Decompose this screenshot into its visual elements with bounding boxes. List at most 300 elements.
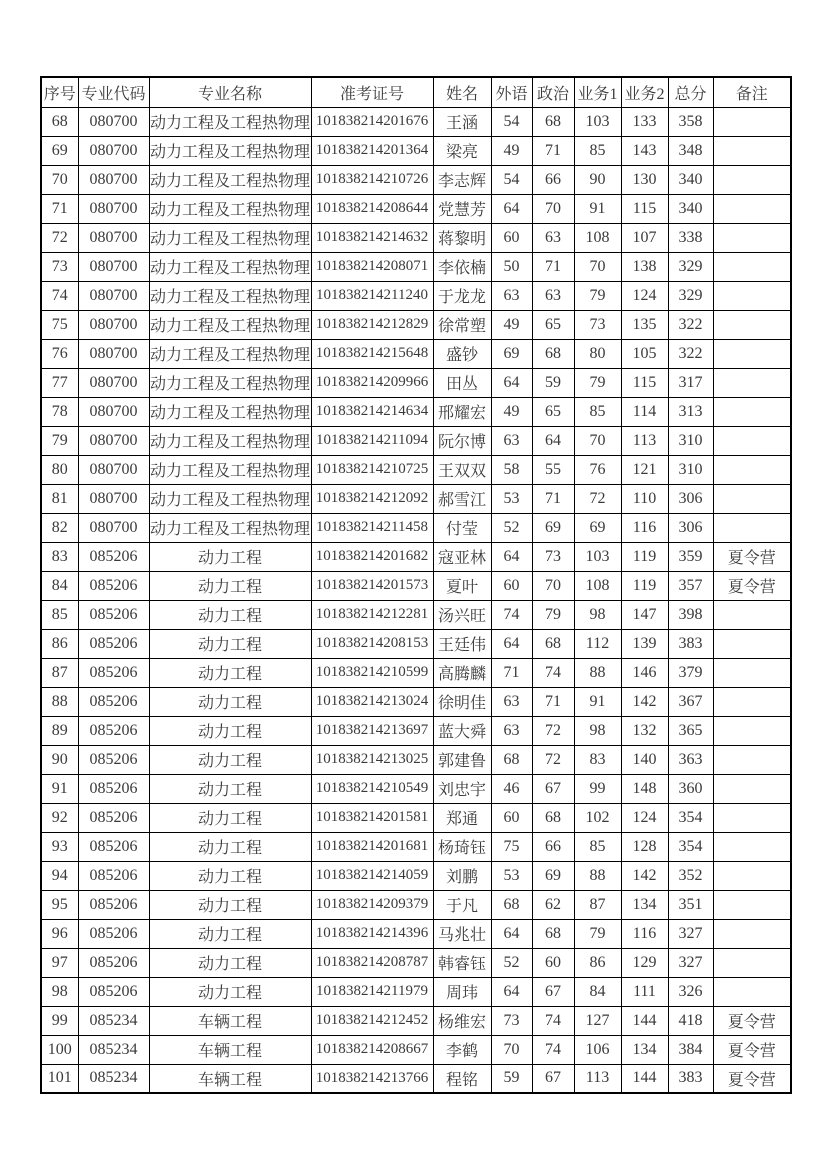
cell-subject2: 105 — [621, 339, 668, 368]
cell-name: 邢耀宏 — [433, 397, 491, 426]
cell-politics: 71 — [532, 252, 574, 281]
cell-subject2: 148 — [621, 774, 668, 803]
cell-total: 327 — [668, 948, 713, 977]
cell-exam_id: 101838214211240 — [311, 281, 433, 310]
cell-politics: 67 — [532, 977, 574, 1006]
cell-politics: 74 — [532, 1006, 574, 1035]
cell-major_name: 动力工程及工程热物理 — [149, 252, 311, 281]
cell-index: 80 — [41, 455, 78, 484]
cell-major_code: 080700 — [78, 484, 149, 513]
cell-politics: 79 — [532, 600, 574, 629]
cell-subject1: 108 — [574, 223, 621, 252]
cell-politics: 68 — [532, 919, 574, 948]
cell-remark — [713, 426, 791, 455]
cell-name: 梁亮 — [433, 136, 491, 165]
cell-remark: 夏令营 — [713, 1035, 791, 1064]
cell-name: 李鹤 — [433, 1035, 491, 1064]
cell-subject2: 139 — [621, 629, 668, 658]
cell-index: 83 — [41, 542, 78, 571]
table-header — [41, 77, 791, 107]
column-header-major_code: 专业代码 — [78, 77, 149, 107]
cell-major_name: 动力工程及工程热物理 — [149, 136, 311, 165]
cell-foreign_lang: 63 — [491, 281, 532, 310]
cell-remark — [713, 861, 791, 890]
cell-name: 李志辉 — [433, 165, 491, 194]
cell-total: 340 — [668, 165, 713, 194]
cell-foreign_lang: 54 — [491, 107, 532, 136]
cell-major_name: 动力工程及工程热物理 — [149, 165, 311, 194]
cell-subject1: 88 — [574, 861, 621, 890]
cell-exam_id: 101838214201676 — [311, 107, 433, 136]
cell-subject1: 83 — [574, 745, 621, 774]
cell-major_code: 085234 — [78, 1006, 149, 1035]
table-row — [41, 919, 791, 948]
cell-remark — [713, 136, 791, 165]
cell-remark — [713, 687, 791, 716]
table-row — [41, 107, 791, 136]
cell-politics: 73 — [532, 542, 574, 571]
table-row — [41, 803, 791, 832]
cell-major_code: 085234 — [78, 1064, 149, 1093]
table-row — [41, 687, 791, 716]
cell-total: 354 — [668, 803, 713, 832]
cell-major_code: 085206 — [78, 745, 149, 774]
cell-remark: 夏令营 — [713, 571, 791, 600]
cell-major_code: 080700 — [78, 194, 149, 223]
table-row — [41, 455, 791, 484]
cell-foreign_lang: 75 — [491, 832, 532, 861]
cell-subject2: 146 — [621, 658, 668, 687]
cell-foreign_lang: 49 — [491, 397, 532, 426]
cell-subject1: 73 — [574, 310, 621, 339]
cell-politics: 63 — [532, 281, 574, 310]
column-header-subject2: 业务2 — [621, 77, 668, 107]
cell-subject1: 70 — [574, 426, 621, 455]
cell-major_name: 动力工程及工程热物理 — [149, 368, 311, 397]
cell-subject2: 140 — [621, 745, 668, 774]
cell-exam_id: 101838214213024 — [311, 687, 433, 716]
cell-major_code: 085206 — [78, 890, 149, 919]
cell-name: 周玮 — [433, 977, 491, 1006]
table-row — [41, 426, 791, 455]
cell-politics: 64 — [532, 426, 574, 455]
cell-major_code: 080700 — [78, 252, 149, 281]
cell-total: 358 — [668, 107, 713, 136]
cell-exam_id: 101838214210726 — [311, 165, 433, 194]
cell-subject2: 142 — [621, 861, 668, 890]
cell-index: 87 — [41, 658, 78, 687]
cell-major_code: 080700 — [78, 310, 149, 339]
cell-name: 王双双 — [433, 455, 491, 484]
cell-remark: 夏令营 — [713, 542, 791, 571]
cell-total: 354 — [668, 832, 713, 861]
table-row — [41, 745, 791, 774]
cell-major_code: 080700 — [78, 339, 149, 368]
table-row — [41, 223, 791, 252]
cell-index: 72 — [41, 223, 78, 252]
cell-major_name: 动力工程及工程热物理 — [149, 484, 311, 513]
cell-exam_id: 101838214214396 — [311, 919, 433, 948]
cell-exam_id: 101838214212092 — [311, 484, 433, 513]
cell-remark — [713, 745, 791, 774]
cell-politics: 70 — [532, 194, 574, 223]
cell-total: 379 — [668, 658, 713, 687]
cell-foreign_lang: 69 — [491, 339, 532, 368]
cell-exam_id: 101838214208667 — [311, 1035, 433, 1064]
cell-exam_id: 101838214214059 — [311, 861, 433, 890]
cell-major_name: 动力工程及工程热物理 — [149, 194, 311, 223]
table-row — [41, 977, 791, 1006]
cell-index: 86 — [41, 629, 78, 658]
table-row — [41, 629, 791, 658]
cell-name: 徐明佳 — [433, 687, 491, 716]
table-row — [41, 861, 791, 890]
cell-subject2: 116 — [621, 513, 668, 542]
cell-exam_id: 101838214211979 — [311, 977, 433, 1006]
cell-total: 310 — [668, 426, 713, 455]
cell-total: 363 — [668, 745, 713, 774]
cell-remark: 夏令营 — [713, 1006, 791, 1035]
column-header-major_name: 专业名称 — [149, 77, 311, 107]
cell-foreign_lang: 64 — [491, 919, 532, 948]
cell-total: 306 — [668, 484, 713, 513]
cell-foreign_lang: 71 — [491, 658, 532, 687]
cell-politics: 60 — [532, 948, 574, 977]
cell-name: 郭建鲁 — [433, 745, 491, 774]
cell-total: 384 — [668, 1035, 713, 1064]
cell-total: 383 — [668, 1064, 713, 1093]
cell-exam_id: 101838214213025 — [311, 745, 433, 774]
cell-index: 96 — [41, 919, 78, 948]
cell-politics: 65 — [532, 397, 574, 426]
table-row — [41, 165, 791, 194]
cell-index: 93 — [41, 832, 78, 861]
table-row — [41, 368, 791, 397]
cell-major_code: 085206 — [78, 803, 149, 832]
cell-major_name: 动力工程及工程热物理 — [149, 397, 311, 426]
cell-politics: 68 — [532, 339, 574, 368]
cell-subject1: 76 — [574, 455, 621, 484]
cell-politics: 67 — [532, 774, 574, 803]
cell-name: 李依楠 — [433, 252, 491, 281]
cell-foreign_lang: 46 — [491, 774, 532, 803]
cell-subject2: 135 — [621, 310, 668, 339]
cell-exam_id: 101838214209966 — [311, 368, 433, 397]
cell-subject1: 86 — [574, 948, 621, 977]
cell-subject1: 102 — [574, 803, 621, 832]
cell-index: 99 — [41, 1006, 78, 1035]
cell-politics: 59 — [532, 368, 574, 397]
cell-exam_id: 101838214201682 — [311, 542, 433, 571]
cell-major_name: 动力工程及工程热物理 — [149, 310, 311, 339]
cell-subject1: 103 — [574, 107, 621, 136]
cell-major_code: 080700 — [78, 368, 149, 397]
cell-subject1: 85 — [574, 832, 621, 861]
cell-index: 94 — [41, 861, 78, 890]
cell-politics: 74 — [532, 658, 574, 687]
cell-subject2: 130 — [621, 165, 668, 194]
cell-index: 85 — [41, 600, 78, 629]
cell-major_name: 动力工程及工程热物理 — [149, 426, 311, 455]
cell-subject1: 112 — [574, 629, 621, 658]
cell-major_name: 动力工程 — [149, 687, 311, 716]
cell-major_name: 动力工程及工程热物理 — [149, 339, 311, 368]
column-header-subject1: 业务1 — [574, 77, 621, 107]
cell-total: 329 — [668, 252, 713, 281]
column-header-remark: 备注 — [713, 77, 791, 107]
cell-major_name: 动力工程及工程热物理 — [149, 281, 311, 310]
cell-major_code: 085206 — [78, 948, 149, 977]
cell-remark — [713, 484, 791, 513]
table-row — [41, 484, 791, 513]
cell-subject1: 106 — [574, 1035, 621, 1064]
cell-subject2: 142 — [621, 687, 668, 716]
header-row — [41, 77, 791, 107]
cell-total: 327 — [668, 919, 713, 948]
table-row — [41, 194, 791, 223]
cell-major_name: 动力工程及工程热物理 — [149, 455, 311, 484]
cell-politics: 71 — [532, 484, 574, 513]
cell-subject2: 119 — [621, 542, 668, 571]
cell-index: 68 — [41, 107, 78, 136]
cell-subject2: 144 — [621, 1006, 668, 1035]
table-row — [41, 1035, 791, 1064]
cell-remark — [713, 716, 791, 745]
cell-politics: 63 — [532, 223, 574, 252]
cell-remark — [713, 397, 791, 426]
cell-total: 322 — [668, 339, 713, 368]
cell-major_code: 085206 — [78, 832, 149, 861]
score-table — [40, 76, 792, 1094]
cell-exam_id: 101838214213697 — [311, 716, 433, 745]
cell-exam_id: 101838214212829 — [311, 310, 433, 339]
cell-subject1: 72 — [574, 484, 621, 513]
cell-foreign_lang: 60 — [491, 223, 532, 252]
table-row — [41, 281, 791, 310]
cell-exam_id: 101838214212452 — [311, 1006, 433, 1035]
cell-major_name: 动力工程 — [149, 832, 311, 861]
cell-major_code: 080700 — [78, 281, 149, 310]
cell-subject1: 98 — [574, 600, 621, 629]
table-row — [41, 252, 791, 281]
cell-subject2: 133 — [621, 107, 668, 136]
cell-subject1: 79 — [574, 919, 621, 948]
cell-subject1: 84 — [574, 977, 621, 1006]
cell-major_code: 085206 — [78, 571, 149, 600]
cell-name: 高腾麟 — [433, 658, 491, 687]
cell-subject1: 79 — [574, 368, 621, 397]
cell-major_code: 080700 — [78, 513, 149, 542]
cell-subject2: 107 — [621, 223, 668, 252]
table-row — [41, 774, 791, 803]
cell-remark — [713, 310, 791, 339]
cell-remark — [713, 629, 791, 658]
cell-subject2: 143 — [621, 136, 668, 165]
cell-index: 76 — [41, 339, 78, 368]
cell-major_name: 车辆工程 — [149, 1035, 311, 1064]
cell-major_name: 动力工程 — [149, 745, 311, 774]
cell-name: 汤兴旺 — [433, 600, 491, 629]
cell-foreign_lang: 70 — [491, 1035, 532, 1064]
cell-remark — [713, 513, 791, 542]
cell-exam_id: 101838214214634 — [311, 397, 433, 426]
cell-foreign_lang: 64 — [491, 194, 532, 223]
cell-remark — [713, 223, 791, 252]
cell-subject2: 111 — [621, 977, 668, 1006]
cell-total: 310 — [668, 455, 713, 484]
cell-index: 78 — [41, 397, 78, 426]
cell-index: 70 — [41, 165, 78, 194]
cell-subject1: 127 — [574, 1006, 621, 1035]
cell-name: 郝雪江 — [433, 484, 491, 513]
cell-subject2: 116 — [621, 919, 668, 948]
cell-remark — [713, 600, 791, 629]
cell-remark — [713, 281, 791, 310]
table-row — [41, 542, 791, 571]
cell-major_code: 085206 — [78, 774, 149, 803]
cell-subject2: 124 — [621, 803, 668, 832]
cell-major_code: 080700 — [78, 223, 149, 252]
cell-foreign_lang: 60 — [491, 571, 532, 600]
cell-total: 317 — [668, 368, 713, 397]
cell-foreign_lang: 68 — [491, 890, 532, 919]
cell-subject2: 147 — [621, 600, 668, 629]
cell-major_code: 085234 — [78, 1035, 149, 1064]
cell-exam_id: 101838214208644 — [311, 194, 433, 223]
cell-politics: 69 — [532, 513, 574, 542]
cell-exam_id: 101838214213766 — [311, 1064, 433, 1093]
cell-politics: 66 — [532, 165, 574, 194]
cell-index: 98 — [41, 977, 78, 1006]
cell-name: 蒋黎明 — [433, 223, 491, 252]
cell-foreign_lang: 50 — [491, 252, 532, 281]
cell-major_name: 动力工程 — [149, 948, 311, 977]
cell-major_name: 车辆工程 — [149, 1064, 311, 1093]
cell-exam_id: 101838214214632 — [311, 223, 433, 252]
cell-index: 95 — [41, 890, 78, 919]
cell-foreign_lang: 64 — [491, 629, 532, 658]
cell-exam_id: 101838214211094 — [311, 426, 433, 455]
cell-major_code: 080700 — [78, 455, 149, 484]
table-body — [41, 107, 791, 1093]
cell-foreign_lang: 63 — [491, 426, 532, 455]
cell-foreign_lang: 59 — [491, 1064, 532, 1093]
cell-major_name: 动力工程 — [149, 600, 311, 629]
cell-index: 88 — [41, 687, 78, 716]
cell-major_name: 车辆工程 — [149, 1006, 311, 1035]
cell-politics: 68 — [532, 107, 574, 136]
cell-foreign_lang: 68 — [491, 745, 532, 774]
cell-major_name: 动力工程及工程热物理 — [149, 107, 311, 136]
cell-subject1: 98 — [574, 716, 621, 745]
cell-index: 101 — [41, 1064, 78, 1093]
cell-foreign_lang: 53 — [491, 484, 532, 513]
cell-subject1: 69 — [574, 513, 621, 542]
cell-remark — [713, 339, 791, 368]
cell-major_code: 085206 — [78, 919, 149, 948]
table-row — [41, 658, 791, 687]
cell-major_name: 动力工程 — [149, 716, 311, 745]
cell-total: 329 — [668, 281, 713, 310]
cell-remark — [713, 803, 791, 832]
column-header-politics: 政治 — [532, 77, 574, 107]
cell-foreign_lang: 52 — [491, 513, 532, 542]
cell-name: 徐常塑 — [433, 310, 491, 339]
cell-subject1: 88 — [574, 658, 621, 687]
cell-remark — [713, 107, 791, 136]
cell-name: 党慧芳 — [433, 194, 491, 223]
cell-major_code: 080700 — [78, 426, 149, 455]
cell-foreign_lang: 64 — [491, 368, 532, 397]
cell-subject1: 85 — [574, 136, 621, 165]
cell-total: 359 — [668, 542, 713, 571]
cell-total: 367 — [668, 687, 713, 716]
cell-name: 王廷伟 — [433, 629, 491, 658]
cell-major_name: 动力工程及工程热物理 — [149, 223, 311, 252]
cell-total: 398 — [668, 600, 713, 629]
cell-index: 84 — [41, 571, 78, 600]
cell-major_name: 动力工程 — [149, 542, 311, 571]
cell-subject1: 80 — [574, 339, 621, 368]
cell-foreign_lang: 63 — [491, 687, 532, 716]
cell-remark — [713, 774, 791, 803]
cell-subject1: 99 — [574, 774, 621, 803]
cell-subject2: 134 — [621, 890, 668, 919]
table-row — [41, 310, 791, 339]
cell-subject2: 110 — [621, 484, 668, 513]
cell-subject2: 124 — [621, 281, 668, 310]
cell-name: 韩睿钰 — [433, 948, 491, 977]
cell-subject2: 114 — [621, 397, 668, 426]
cell-subject2: 115 — [621, 194, 668, 223]
cell-total: 352 — [668, 861, 713, 890]
cell-major_code: 080700 — [78, 136, 149, 165]
cell-foreign_lang: 53 — [491, 861, 532, 890]
cell-remark — [713, 919, 791, 948]
table-row — [41, 571, 791, 600]
cell-foreign_lang: 54 — [491, 165, 532, 194]
cell-index: 79 — [41, 426, 78, 455]
cell-total: 418 — [668, 1006, 713, 1035]
cell-major_code: 085206 — [78, 600, 149, 629]
cell-foreign_lang: 49 — [491, 136, 532, 165]
cell-politics: 69 — [532, 861, 574, 890]
cell-total: 360 — [668, 774, 713, 803]
cell-subject2: 119 — [621, 571, 668, 600]
cell-major_code: 085206 — [78, 687, 149, 716]
table-row — [41, 136, 791, 165]
cell-remark — [713, 194, 791, 223]
cell-name: 于凡 — [433, 890, 491, 919]
cell-subject1: 91 — [574, 687, 621, 716]
cell-subject1: 103 — [574, 542, 621, 571]
cell-name: 杨琦钰 — [433, 832, 491, 861]
table-row — [41, 948, 791, 977]
cell-remark — [713, 455, 791, 484]
cell-exam_id: 101838214209379 — [311, 890, 433, 919]
table-row — [41, 716, 791, 745]
cell-major_name: 动力工程 — [149, 890, 311, 919]
cell-index: 82 — [41, 513, 78, 542]
cell-subject1: 90 — [574, 165, 621, 194]
cell-politics: 71 — [532, 687, 574, 716]
cell-total: 306 — [668, 513, 713, 542]
cell-major_code: 085206 — [78, 977, 149, 1006]
cell-major_code: 080700 — [78, 165, 149, 194]
cell-foreign_lang: 64 — [491, 542, 532, 571]
cell-index: 73 — [41, 252, 78, 281]
cell-index: 71 — [41, 194, 78, 223]
